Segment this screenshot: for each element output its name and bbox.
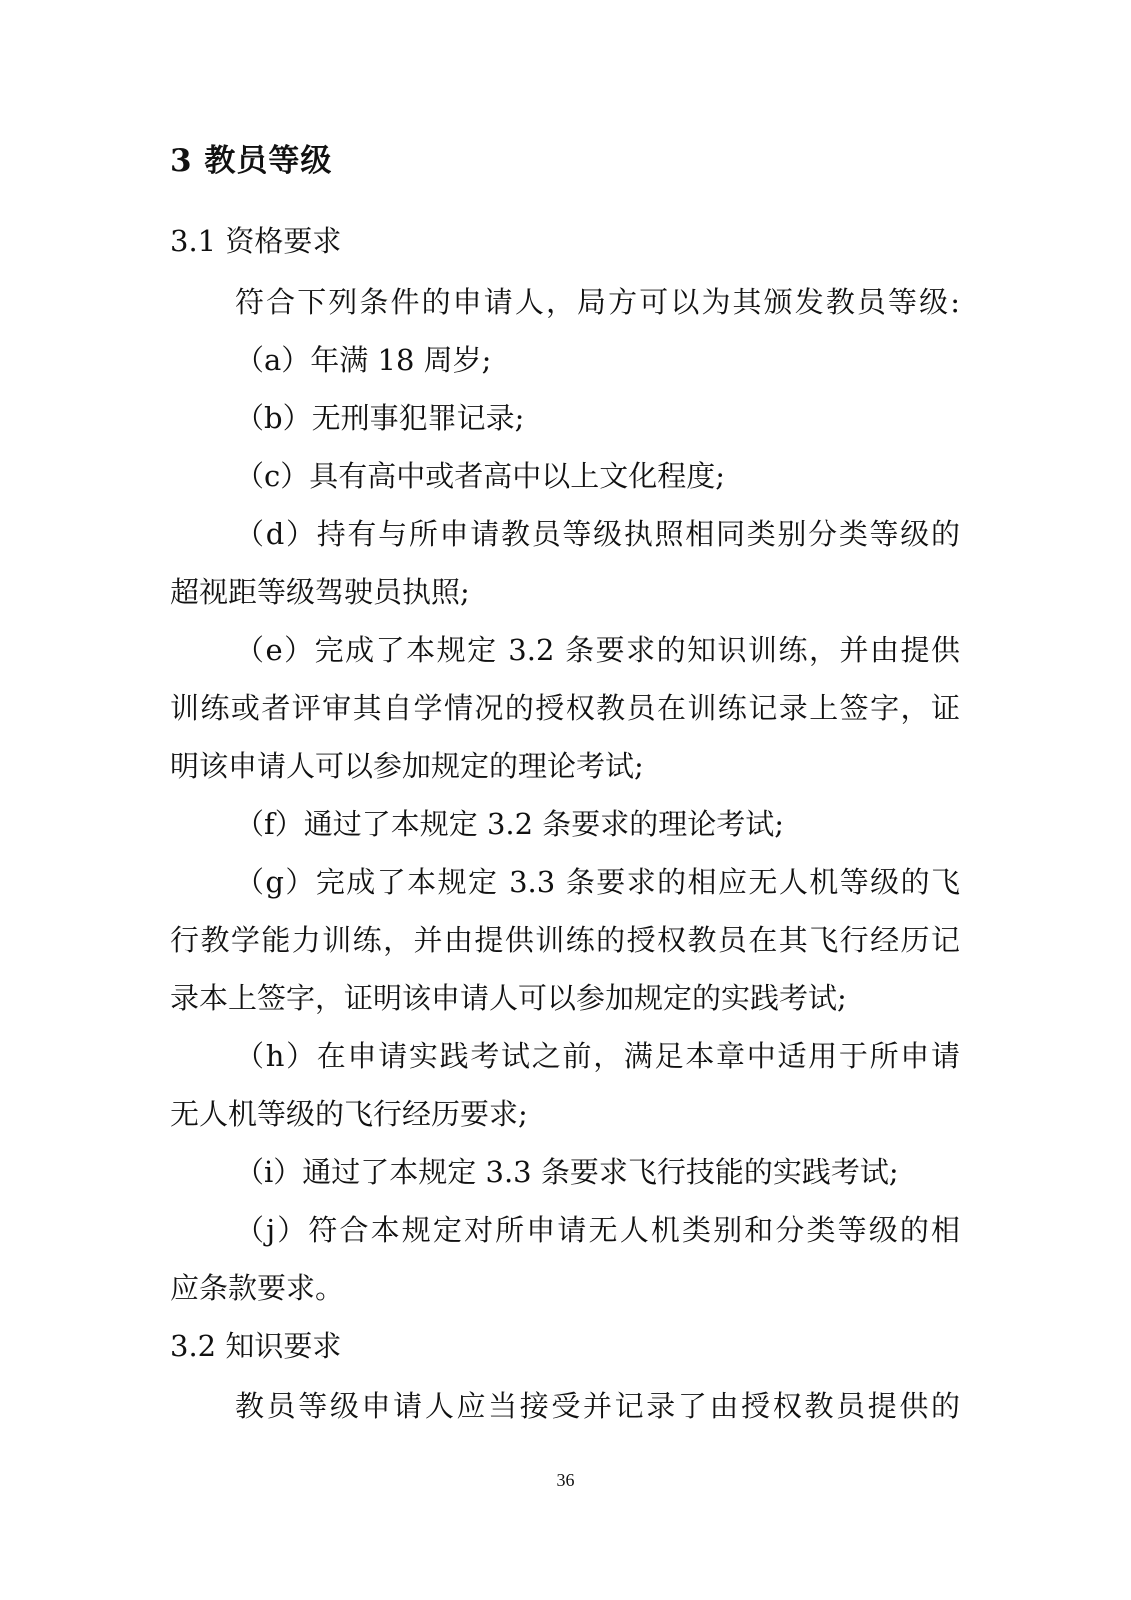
intro-paragraph: 符合下列条件的申请人，局方可以为其颁发教员等级: <box>235 285 960 319</box>
list-item-g-line-1: （g）完成了本规定 3.3 条要求的相应无人机等级的飞 <box>235 865 960 899</box>
page-number: 36 <box>556 1470 575 1490</box>
list-item-j-line-2: 应条款要求。 <box>170 1271 345 1305</box>
list-item-e-line-1: （e）完成了本规定 3.2 条要求的知识训练，并由提供 <box>235 633 960 667</box>
list-item-d-line-2: 超视距等级驾驶员执照; <box>170 575 470 609</box>
list-item-g-line-2: 行教学能力训练，并由提供训练的授权教员在其飞行经历记 <box>170 923 960 957</box>
subsection-heading-qualifications: 3.1 资格要求 <box>170 224 342 258</box>
list-item-e-line-2: 训练或者评审其自学情况的授权教员在训练记录上签字，证 <box>170 691 960 725</box>
list-item-g-line-3: 录本上签字，证明该申请人可以参加规定的实践考试; <box>170 981 847 1015</box>
subsection-heading-knowledge: 3.2 知识要求 <box>170 1329 342 1363</box>
list-item-i: （i）通过了本规定 3.3 条要求飞行技能的实践考试; <box>235 1155 899 1189</box>
list-item-a: （a）年满 18 周岁; <box>235 343 492 377</box>
knowledge-paragraph-line-1: 教员等级申请人应当接受并记录了由授权教员提供的 <box>235 1389 960 1423</box>
list-item-d-line-1: （d）持有与所申请教员等级执照相同类别分类等级的 <box>235 517 960 551</box>
list-item-b: （b）无刑事犯罪记录; <box>235 401 525 435</box>
list-item-j-line-1: （j）符合本规定对所申请无人机类别和分类等级的相 <box>235 1213 960 1247</box>
list-item-h-line-2: 无人机等级的飞行经历要求; <box>170 1097 528 1131</box>
list-item-e-line-3: 明该申请人可以参加规定的理论考试; <box>170 749 644 783</box>
list-item-h-line-1: （h）在申请实践考试之前，满足本章中适用于所申请 <box>235 1039 960 1073</box>
list-item-c: （c）具有高中或者高中以上文化程度; <box>235 459 726 493</box>
list-item-f: （f）通过了本规定 3.2 条要求的理论考试; <box>235 807 785 841</box>
section-title: 3 教员等级 <box>170 143 333 179</box>
